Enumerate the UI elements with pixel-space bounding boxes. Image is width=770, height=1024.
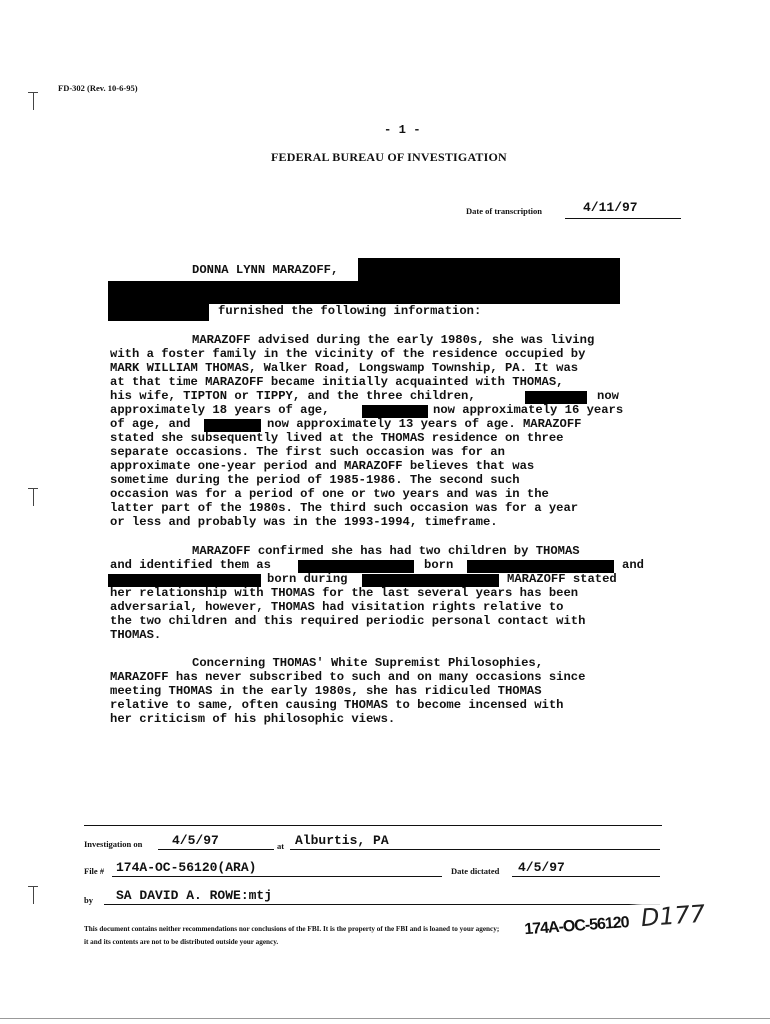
paragraph2-line: and identified them as — [110, 558, 271, 572]
file-number-underline — [112, 876, 442, 877]
paragraph1-line: now — [597, 389, 619, 403]
dictated-date: 4/5/97 — [518, 860, 565, 875]
binder-mark-top — [28, 92, 38, 110]
investigation-date: 4/5/97 — [172, 833, 219, 848]
paragraph1-line: approximately 18 years of age, — [110, 403, 330, 417]
by-label: by — [84, 895, 93, 905]
paragraph1-line: separate occasions. The first such occasion was for an — [110, 445, 505, 459]
at-label: at — [277, 841, 285, 851]
paragraph1-line: MARK WILLIAM THOMAS, Walker Road, Longswamp Township, PA. It was — [110, 361, 579, 375]
paragraph2-line: born — [424, 558, 454, 572]
paragraph2-line: her relationship with THOMAS for the last several years has been — [110, 586, 579, 600]
paragraph1-line: now approximately 13 years of age. MARAZOFF — [267, 417, 582, 431]
paragraph1-line: of age, and — [110, 417, 191, 431]
transcription-date-underline — [565, 218, 681, 219]
dictated-label: Date dictated — [451, 866, 500, 876]
paragraph2-line: adversarial, however, THOMAS had visitation rights relative to — [110, 600, 564, 614]
paragraph2-line: the two children and this required periodic personal contact with — [110, 614, 586, 628]
binder-mark-middle — [28, 488, 38, 506]
paragraph1-line: sometime during the period of 1985-1986. The second such — [110, 473, 520, 487]
file-label: File # — [84, 866, 105, 876]
dictated-date-underline — [512, 876, 660, 877]
page-number: - 1 - — [384, 123, 421, 137]
paragraph2-line: MARAZOFF stated — [507, 572, 617, 586]
paragraph1-line: occasion was for a period of one or two years and was in the — [110, 487, 549, 501]
paragraph3-line: meeting THOMAS in the early 1980s, she has ridiculed THOMAS — [110, 684, 542, 698]
paragraph1-line: latter part of the 1980s. The third such occasion was for a year — [110, 501, 579, 515]
paragraph3-line: Concerning THOMAS' White Supremist Philosophies, — [192, 656, 544, 670]
transcription-label: Date of transcription — [466, 206, 543, 216]
location: Alburtis, PA — [295, 833, 389, 848]
subject-name: DONNA LYNN MARAZOFF, — [192, 263, 339, 277]
agent-underline — [104, 904, 660, 905]
stamp-number: 174A-OC-56120 — [523, 914, 630, 939]
location-underline — [290, 849, 660, 850]
redaction-block — [108, 304, 209, 321]
paragraph2-line: and — [622, 558, 644, 572]
paragraph2-line: THOMAS. — [110, 628, 162, 642]
file-stamp — [521, 900, 708, 941]
paragraph1-line: stated she subsequently lived at the THOMAS residence on three — [110, 431, 564, 445]
redaction-block — [358, 258, 620, 281]
paragraph3-line: relative to same, often causing THOMAS to become incensed with — [110, 698, 564, 712]
scan-edge-line — [0, 1018, 770, 1019]
paragraph3-line: MARAZOFF has never subscribed to such and on many occasions since — [110, 670, 586, 684]
paragraph2-line: born during — [267, 572, 348, 586]
paragraph1-line: at that time MARAZOFF became initially acquainted with THOMAS, — [110, 375, 564, 389]
agency-title: FEDERAL BUREAU OF INVESTIGATION — [271, 150, 507, 164]
investigation-date-underline — [158, 849, 274, 850]
paragraph1-line: or less and probably was in the 1993-1994, timeframe. — [110, 515, 498, 529]
form-number: FD-302 (Rev. 10-6-95) — [58, 83, 138, 93]
paragraph1-line: MARAZOFF advised during the early 1980s, she was living — [192, 333, 595, 347]
paragraph1-line: now approximately 16 years — [433, 403, 624, 417]
footer-separator — [84, 825, 662, 826]
binder-mark-bottom — [28, 886, 38, 904]
disclaimer-line1: This document contains neither recommendations nor conclusions of the FBI. It is the property of the FBI and is loaned to your agency; — [84, 925, 500, 933]
file-number: 174A-OC-56120(ARA) — [116, 860, 257, 875]
paragraph3-line: her criticism of his philosophic views. — [110, 712, 396, 726]
paragraph1-line: his wife, TIPTON or TIPPY, and the three children, — [110, 389, 476, 403]
paragraph1-line: approximate one-year period and MARAZOFF believes that was — [110, 459, 535, 473]
paragraph2-line: MARAZOFF confirmed she has had two children by THOMAS — [192, 544, 580, 558]
agent-name: SA DAVID A. ROWE:mtj — [116, 888, 273, 903]
furnished-text: furnished the following information: — [218, 304, 482, 318]
investigation-label: Investigation on — [84, 839, 143, 849]
paragraph1-line: with a foster family in the vicinity of the residence occupied by — [110, 347, 586, 361]
stamp-serial: D177 — [639, 899, 707, 933]
disclaimer-line2: it and its contents are not to be distributed outside your agency. — [84, 938, 279, 946]
transcription-date: 4/11/97 — [583, 200, 638, 215]
redaction-block — [108, 281, 620, 304]
